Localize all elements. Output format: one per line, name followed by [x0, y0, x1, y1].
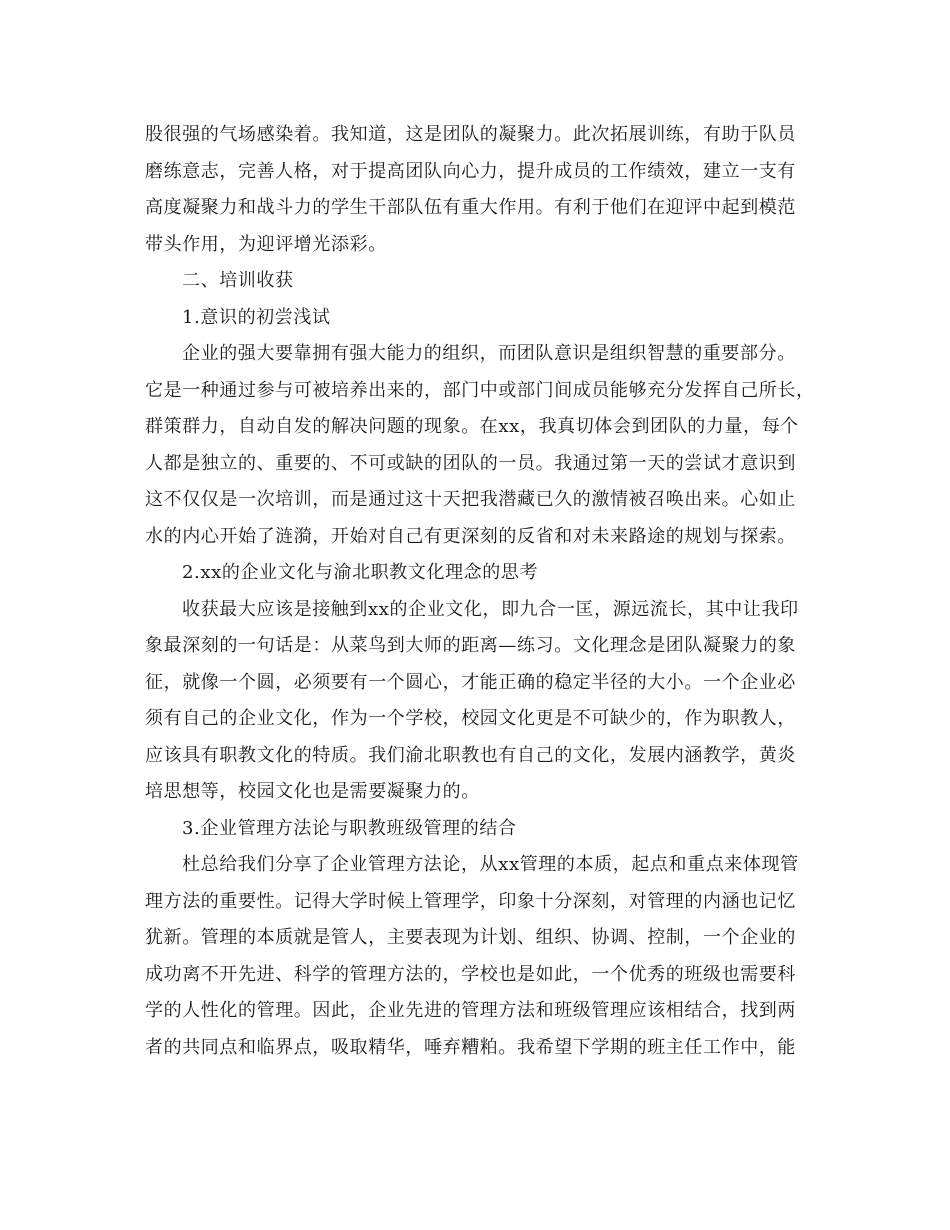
text-line: 带头作用，为迎评增光添彩。 [145, 233, 387, 255]
text-line: 水的内心开始了涟漪，开始对自己有更深刻的反省和对未来路途的规划与探索。 [145, 525, 796, 547]
text-line: 学的人性化的管理。因此，企业先进的管理方法和班级管理应该相结合，找到两 [145, 1000, 796, 1021]
text-line: 2.xx的企业文化与渝北职教文化理念的思考 [182, 562, 539, 583]
document-body [145, 117, 815, 1066]
text-line: 收获最大应该是接触到xx的企业文化，即九合一匡，源远流长，其中让我印 [182, 598, 799, 620]
text-line: 犹新。管理的本质就是管人，主要表现为计划、组织、协调、控制，一个企业的 [145, 927, 796, 948]
text-line: 成功离不开先进、科学的管理方法的，学校也是如此，一个优秀的班级也需要科 [145, 963, 796, 985]
text-line: 高度凝聚力和战斗力的学生干部队伍有重大作用。有利于他们在迎评中起到模范 [145, 197, 796, 218]
text-line: 应该具有职教文化的特质。我们渝北职教也有自己的文化，发展内涵教学，黄炎 [145, 744, 796, 766]
text-line: 二、培训收获 [182, 270, 294, 291]
text-line: 征，就像一个圆，必须要有一个圆心，才能正确的稳定半径的大小。一个企业必 [145, 671, 796, 693]
text-line: 群策群力，自动自发的解决问题的现象。在xx，我真切体会到团队的力量，每个 [145, 416, 799, 437]
text-line: 理方法的重要性。记得大学时候上管理学，印象十分深刻，对管理的内涵也记忆 [145, 890, 796, 912]
text-line: 股很强的气场感染着。我知道，这是团队的凝聚力。此次拓展训练，有助于队员 [145, 124, 796, 145]
text-line: 3.企业管理方法论与职教班级管理的结合 [182, 817, 517, 839]
text-line: 企业的强大要靠拥有强大能力的组织，而团队意识是组织智慧的重要部分。 [182, 343, 796, 364]
text-line: 须有自己的企业文化，作为一个学校，校园文化更是不可缺少的，作为职教人， [145, 708, 796, 729]
text-line: 培思想等，校园文化也是需要凝聚力的。 [145, 781, 480, 802]
text-line: 它是一种通过参与可被培养出来的，部门中或部门间成员能够充分发挥自己所长， [145, 379, 815, 401]
text-line: 者的共同点和临界点，吸取精华，唾弃糟粕。我希望下学期的班主任工作中，能 [145, 1036, 796, 1058]
text-line: 象最深刻的一句话是：从菜鸟到大师的距离—练习。文化理念是团队凝聚力的象 [145, 635, 796, 656]
text-line: 杜总给我们分享了企业管理方法论，从xx管理的本质，起点和重点来体现管 [182, 854, 799, 875]
text-line: 磨练意志，完善人格，对于提高团队向心力，提升成员的工作绩效，建立一支有 [145, 160, 796, 182]
text-line: 人都是独立的、重要的、不可或缺的团队的一员。我通过第一天的尝试才意识到 [145, 452, 796, 474]
text-line: 这不仅仅是一次培训，而是通过这十天把我潜藏已久的激情被召唤出来。心如止 [145, 489, 796, 510]
text-line: 1.意识的初尝浅试 [182, 306, 331, 328]
